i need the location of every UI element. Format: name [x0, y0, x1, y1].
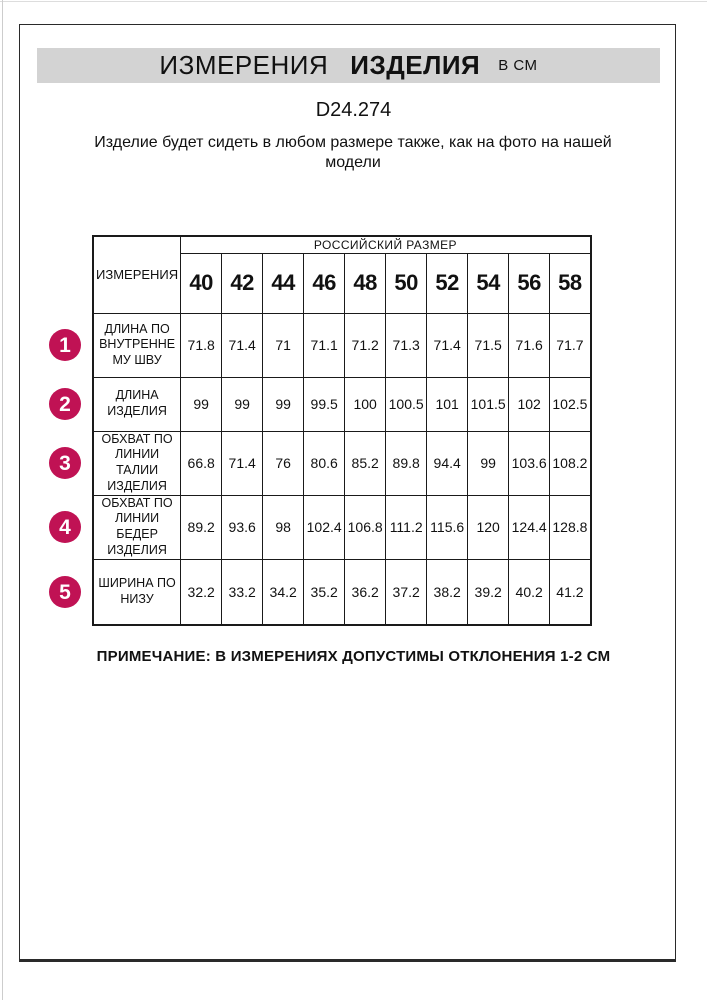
size-column-header: 44	[263, 253, 304, 313]
value-cell: 102.5	[550, 377, 591, 431]
value-cell: 80.6	[304, 431, 345, 495]
value-cell: 99.5	[304, 377, 345, 431]
value-cell: 36.2	[345, 559, 386, 625]
value-cell: 37.2	[386, 559, 427, 625]
value-cell: 94.4	[427, 431, 468, 495]
size-column-header: 56	[509, 253, 550, 313]
value-cell: 71.4	[222, 313, 263, 377]
value-cell: 71.5	[468, 313, 509, 377]
value-cell: 115.6	[427, 495, 468, 559]
russian-size-header: РОССИЙСКИЙ РАЗМЕР	[181, 236, 591, 253]
value-cell: 100.5	[386, 377, 427, 431]
size-column-header: 40	[181, 253, 222, 313]
product-code: D24.274	[315, 99, 392, 121]
row-number-badge: 4	[49, 511, 81, 543]
row-label: ДЛИНА ПО ВНУТРЕННЕ МУ ШВУ	[93, 313, 181, 377]
table-row	[93, 313, 591, 377]
value-cell: 101	[427, 377, 468, 431]
span-header-row	[93, 236, 591, 253]
value-cell: 41.2	[550, 559, 591, 625]
value-cell: 101.5	[468, 377, 509, 431]
title-banner	[37, 48, 660, 83]
value-cell: 93.6	[222, 495, 263, 559]
value-cell: 71.4	[222, 431, 263, 495]
page-title-emphasis: ИЗДЕЛИЯ	[350, 50, 481, 80]
value-cell: 38.2	[427, 559, 468, 625]
value-cell: 124.4	[509, 495, 550, 559]
value-cell: 35.2	[304, 559, 345, 625]
value-cell: 71.6	[509, 313, 550, 377]
value-cell: 106.8	[345, 495, 386, 559]
size-column-header: 42	[222, 253, 263, 313]
value-cell: 108.2	[550, 431, 591, 495]
size-column-header: 46	[304, 253, 345, 313]
value-cell: 120	[468, 495, 509, 559]
row-label: ОБХВАТ ПО ЛИНИИ БЕДЕР ИЗДЕЛИЯ	[93, 495, 181, 559]
size-table	[92, 235, 592, 626]
size-table-body	[93, 313, 591, 625]
size-column-header: 54	[468, 253, 509, 313]
value-cell: 128.8	[550, 495, 591, 559]
value-cell: 89.2	[181, 495, 222, 559]
value-cell: 39.2	[468, 559, 509, 625]
value-cell: 102	[509, 377, 550, 431]
value-cell: 71.4	[427, 313, 468, 377]
value-cell: 71	[263, 313, 304, 377]
value-cell: 34.2	[263, 559, 304, 625]
value-cell: 33.2	[222, 559, 263, 625]
subtitle: Изделие будет сидеть в любом размере также, как на фото на нашей модели	[94, 134, 612, 172]
size-column-header: 52	[427, 253, 468, 313]
note-text: ПРИМЕЧАНИЕ: В ИЗМЕРЕНИЯХ ДОПУСТИМЫ ОТКЛОНЕНИЯ 1-2 СМ	[96, 648, 611, 665]
page-title: ИЗМЕРЕНИЯ	[159, 50, 329, 80]
value-cell: 71.3	[386, 313, 427, 377]
value-cell: 71.8	[181, 313, 222, 377]
row-label: ШИРИНА ПО НИЗУ	[93, 559, 181, 625]
value-cell: 111.2	[386, 495, 427, 559]
row-number-badge: 5	[49, 576, 81, 608]
corner-header: ИЗМЕРЕНИЯ	[93, 236, 181, 313]
value-cell: 76	[263, 431, 304, 495]
value-cell: 85.2	[345, 431, 386, 495]
table-row	[93, 559, 591, 625]
value-cell: 66.8	[181, 431, 222, 495]
value-cell: 89.8	[386, 431, 427, 495]
page-title-unit: В СМ	[498, 57, 538, 74]
row-label: ДЛИНА ИЗДЕЛИЯ	[93, 377, 181, 431]
value-cell: 40.2	[509, 559, 550, 625]
row-number-badge: 3	[49, 447, 81, 479]
value-cell: 99	[222, 377, 263, 431]
row-label: ОБХВАТ ПО ЛИНИИ ТАЛИИ ИЗДЕЛИЯ	[93, 431, 181, 495]
size-column-header: 58	[550, 253, 591, 313]
value-cell: 71.2	[345, 313, 386, 377]
value-cell: 103.6	[509, 431, 550, 495]
table-row	[93, 431, 591, 495]
value-cell: 102.4	[304, 495, 345, 559]
value-cell: 71.1	[304, 313, 345, 377]
value-cell: 99	[468, 431, 509, 495]
value-cell: 100	[345, 377, 386, 431]
size-table-wrap	[92, 235, 592, 626]
table-row	[93, 495, 591, 559]
row-number-badge: 1	[49, 329, 81, 361]
scan-edge-left	[2, 0, 3, 1000]
value-cell: 99	[263, 377, 304, 431]
value-cell: 99	[181, 377, 222, 431]
row-number-badge: 2	[49, 388, 81, 420]
size-column-header: 50	[386, 253, 427, 313]
value-cell: 71.7	[550, 313, 591, 377]
value-cell: 98	[263, 495, 304, 559]
size-table-head	[93, 236, 591, 313]
size-column-header: 48	[345, 253, 386, 313]
scan-edge-top	[0, 1, 707, 2]
table-row	[93, 377, 591, 431]
value-cell: 32.2	[181, 559, 222, 625]
